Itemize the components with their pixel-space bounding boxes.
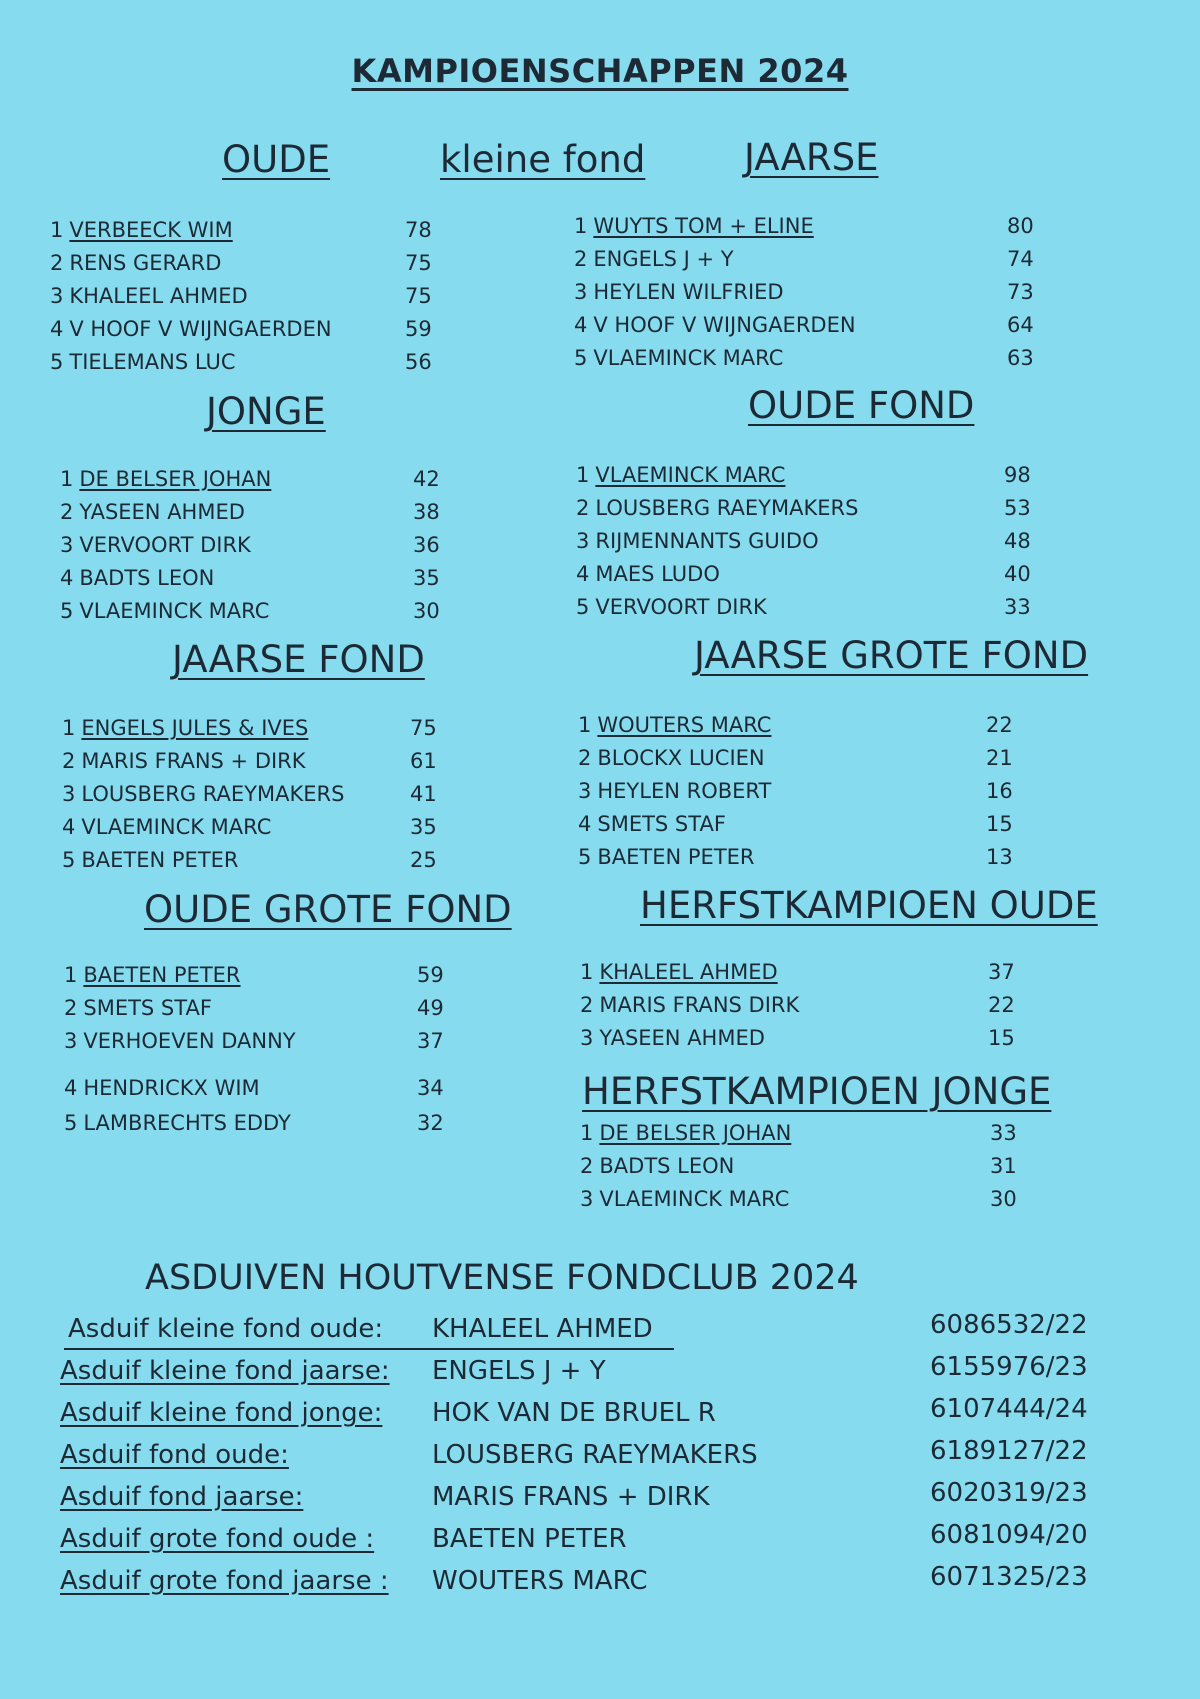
asduif-ring-number: 6081094/20 — [930, 1520, 1088, 1550]
ranking-row — [576, 562, 1031, 595]
header-jaarse: JAARSE — [744, 136, 879, 179]
ranking-position: 2 — [576, 496, 590, 520]
asduif-label: Asduif kleine fond oude: — [68, 1314, 384, 1344]
ranking-points: 53 — [1004, 496, 1031, 520]
ranking-row — [62, 716, 437, 749]
ranking-row — [60, 566, 440, 599]
ranking-points: 37 — [988, 960, 1015, 984]
ranking-position: 4 — [62, 815, 76, 839]
ranking-points: 25 — [410, 848, 437, 872]
ranking-row — [580, 1026, 1015, 1059]
header-oude: OUDE — [222, 138, 331, 181]
asduif-owner: MARIS FRANS + DIRK — [432, 1482, 710, 1512]
ranking-position: 3 — [60, 533, 74, 557]
ranking-position: 1 — [64, 963, 78, 987]
asduif-ring-number: 6071325/23 — [930, 1562, 1088, 1592]
ranking-points: 22 — [986, 713, 1013, 737]
ranking-position: 2 — [64, 996, 78, 1020]
ranking-points: 59 — [417, 963, 444, 987]
asduif-row — [60, 1436, 1120, 1482]
ranking-position: 2 — [578, 746, 592, 770]
ranking-name: YASEEN AHMED — [599, 1026, 765, 1050]
ranking-points: 78 — [405, 218, 432, 242]
ranking-points: 73 — [1007, 280, 1034, 304]
ranking-row — [62, 749, 437, 782]
ranking-points: 48 — [1004, 529, 1031, 553]
ranking-points: 41 — [410, 782, 437, 806]
ranking-name: DE BELSER JOHAN — [79, 467, 272, 491]
asduif-owner: ENGELS J + Y — [432, 1356, 606, 1386]
ranking-position: 3 — [50, 284, 64, 308]
ranking-name: VLAEMINCK MARC — [593, 346, 784, 370]
ranking-row — [62, 815, 437, 848]
ranking-points: 21 — [986, 746, 1013, 770]
ranking-position: 2 — [580, 993, 594, 1017]
ranking-points: 22 — [988, 993, 1015, 1017]
ranking-position: 5 — [574, 346, 588, 370]
ranking-row — [580, 1154, 1017, 1187]
ranking-position: 3 — [62, 782, 76, 806]
ranking-points: 63 — [1007, 346, 1034, 370]
ranking-name: VERBEECK WIM — [69, 218, 233, 242]
ranking-points: 33 — [1004, 595, 1031, 619]
ranking-row — [574, 280, 1034, 313]
ranking-name: V HOOF V WIJNGAERDEN — [593, 313, 856, 337]
ranking-name: ENGELS J + Y — [593, 247, 734, 271]
ranking-points: 74 — [1007, 247, 1034, 271]
ranking-position: 1 — [62, 716, 76, 740]
ranking-oude-grote-fond — [64, 963, 444, 1144]
header-jonge: JONGE — [206, 390, 326, 433]
ranking-jaarse-grote-fond — [578, 713, 1013, 878]
ranking-points: 56 — [405, 350, 432, 374]
ranking-points: 35 — [410, 815, 437, 839]
ranking-row — [64, 1029, 444, 1062]
ranking-points: 37 — [417, 1029, 444, 1053]
ranking-kleine-fond-oude — [50, 218, 432, 383]
ranking-row — [62, 782, 437, 815]
ranking-position: 1 — [580, 960, 594, 984]
ranking-points: 36 — [413, 533, 440, 557]
ranking-points: 15 — [986, 812, 1013, 836]
ranking-name: BADTS LEON — [599, 1154, 735, 1178]
ranking-position: 3 — [574, 280, 588, 304]
ranking-jaarse-fond — [62, 716, 437, 881]
asduif-row — [60, 1478, 1120, 1524]
ranking-row — [576, 496, 1031, 529]
ranking-row — [574, 346, 1034, 379]
ranking-points: 75 — [405, 251, 432, 275]
ranking-name: TIELEMANS LUC — [69, 350, 236, 374]
ranking-row — [64, 963, 444, 996]
ranking-points: 32 — [417, 1111, 444, 1135]
ranking-name: MARIS FRANS DIRK — [599, 993, 800, 1017]
ranking-row — [578, 713, 1013, 746]
ranking-row — [574, 313, 1034, 346]
ranking-name: SMETS STAF — [83, 996, 212, 1020]
ranking-row — [578, 779, 1013, 812]
ranking-name: KHALEEL AHMED — [599, 960, 778, 984]
ranking-row — [60, 599, 440, 632]
page-title: KAMPIOENSCHAPPEN 2024 — [351, 52, 849, 90]
asduif-label: Asduif fond oude: — [60, 1440, 289, 1470]
ranking-row — [580, 1187, 1017, 1220]
ranking-position: 4 — [574, 313, 588, 337]
ranking-points: 30 — [990, 1187, 1017, 1211]
ranking-name: SMETS STAF — [597, 812, 726, 836]
header-jaarse-grote-fond: JAARSE GROTE FOND — [694, 634, 1089, 677]
ranking-row — [574, 247, 1034, 280]
ranking-row — [64, 1076, 444, 1109]
underline-divider — [64, 1348, 674, 1350]
ranking-points: 38 — [413, 500, 440, 524]
ranking-name: BAETEN PETER — [81, 848, 239, 872]
header-herfstkampioen-jonge: HERFSTKAMPIOEN JONGE — [582, 1070, 1052, 1113]
ranking-row — [60, 467, 440, 500]
ranking-name: RIJMENNANTS GUIDO — [595, 529, 819, 553]
ranking-points: 33 — [990, 1121, 1017, 1145]
ranking-points: 98 — [1004, 463, 1031, 487]
ranking-points: 75 — [405, 284, 432, 308]
asduif-owner: BAETEN PETER — [432, 1524, 627, 1554]
ranking-points: 16 — [986, 779, 1013, 803]
ranking-name: HEYLEN WILFRIED — [593, 280, 784, 304]
header-kleine-fond: kleine fond — [440, 138, 646, 181]
ranking-name: DE BELSER JOHAN — [599, 1121, 792, 1145]
ranking-points: 31 — [990, 1154, 1017, 1178]
ranking-name: MAES LUDO — [595, 562, 720, 586]
ranking-row — [50, 350, 432, 383]
ranking-points: 80 — [1007, 214, 1034, 238]
asduif-row — [60, 1562, 1120, 1608]
ranking-position: 1 — [50, 218, 64, 242]
asduif-ring-number: 6020319/23 — [930, 1478, 1088, 1508]
ranking-row — [60, 500, 440, 533]
ranking-row — [578, 746, 1013, 779]
ranking-herfstkampioen-jonge — [580, 1121, 1017, 1220]
ranking-name: VERVOORT DIRK — [79, 533, 251, 557]
ranking-jonge — [60, 467, 440, 632]
ranking-row — [578, 845, 1013, 878]
ranking-position: 4 — [64, 1076, 78, 1100]
ranking-name: VLAEMINCK MARC — [595, 463, 786, 487]
ranking-position: 5 — [50, 350, 64, 374]
ranking-name: HENDRICKX WIM — [83, 1076, 260, 1100]
ranking-position: 3 — [64, 1029, 78, 1053]
ranking-position: 3 — [578, 779, 592, 803]
ranking-name: VLAEMINCK MARC — [79, 599, 270, 623]
asduif-ring-number: 6155976/23 — [930, 1352, 1088, 1382]
ranking-name: ENGELS JULES & IVES — [81, 716, 309, 740]
ranking-points: 15 — [988, 1026, 1015, 1050]
ranking-name: VERVOORT DIRK — [595, 595, 767, 619]
ranking-position: 3 — [576, 529, 590, 553]
ranking-position: 5 — [62, 848, 76, 872]
ranking-position: 2 — [60, 500, 74, 524]
asduif-label: Asduif fond jaarse: — [60, 1482, 304, 1512]
ranking-position: 1 — [578, 713, 592, 737]
ranking-name: BLOCKX LUCIEN — [597, 746, 765, 770]
ranking-points: 35 — [413, 566, 440, 590]
ranking-row — [50, 284, 432, 317]
ranking-points: 42 — [413, 467, 440, 491]
ranking-position: 2 — [50, 251, 64, 275]
ranking-herfstkampioen-oude — [580, 960, 1015, 1059]
ranking-row — [574, 214, 1034, 247]
ranking-position: 5 — [578, 845, 592, 869]
asduif-owner: HOK VAN DE BRUEL R — [432, 1398, 716, 1428]
ranking-name: VLAEMINCK MARC — [81, 815, 272, 839]
ranking-row — [50, 317, 432, 350]
ranking-name: VLAEMINCK MARC — [599, 1187, 790, 1211]
ranking-points: 64 — [1007, 313, 1034, 337]
ranking-position: 1 — [576, 463, 590, 487]
ranking-position: 1 — [580, 1121, 594, 1145]
ranking-row — [50, 218, 432, 251]
asduif-row — [60, 1394, 1120, 1440]
ranking-position: 5 — [64, 1111, 78, 1135]
header-oude-grote-fond: OUDE GROTE FOND — [144, 888, 512, 931]
ranking-points: 75 — [410, 716, 437, 740]
asduif-label: Asduif kleine fond jaarse: — [60, 1356, 390, 1386]
ranking-name: BAETEN PETER — [597, 845, 755, 869]
asduiven-table — [60, 1310, 1120, 1608]
asduif-row — [60, 1352, 1120, 1398]
ranking-name: BAETEN PETER — [83, 963, 241, 987]
asduif-ring-number: 6086532/22 — [930, 1310, 1088, 1340]
ranking-name: WOUTERS MARC — [597, 713, 772, 737]
asduif-ring-number: 6189127/22 — [930, 1436, 1088, 1466]
ranking-position: 2 — [574, 247, 588, 271]
asduif-owner: KHALEEL AHMED — [432, 1314, 653, 1344]
asduiven-title: ASDUIVEN HOUTVENSE FONDCLUB 2024 — [145, 1258, 859, 1298]
ranking-name: LOUSBERG RAEYMAKERS — [81, 782, 345, 806]
ranking-position: 1 — [60, 467, 74, 491]
ranking-points: 59 — [405, 317, 432, 341]
ranking-row — [576, 463, 1031, 496]
asduif-row — [60, 1310, 1120, 1356]
ranking-row — [60, 533, 440, 566]
ranking-position: 2 — [580, 1154, 594, 1178]
asduif-owner: LOUSBERG RAEYMAKERS — [432, 1440, 758, 1470]
ranking-points: 13 — [986, 845, 1013, 869]
ranking-row — [62, 848, 437, 881]
ranking-name: VERHOEVEN DANNY — [83, 1029, 296, 1053]
asduif-row — [60, 1520, 1120, 1566]
asduif-label: Asduif grote fond oude : — [60, 1524, 375, 1554]
ranking-position: 4 — [578, 812, 592, 836]
ranking-position: 5 — [60, 599, 74, 623]
ranking-points: 34 — [417, 1076, 444, 1100]
ranking-row — [580, 1121, 1017, 1154]
ranking-position: 4 — [60, 566, 74, 590]
ranking-position: 4 — [576, 562, 590, 586]
ranking-name: LAMBRECHTS EDDY — [83, 1111, 291, 1135]
header-oude-fond: OUDE FOND — [748, 384, 975, 427]
ranking-kleine-fond-jaarse — [574, 214, 1034, 379]
ranking-name: V HOOF V WIJNGAERDEN — [69, 317, 332, 341]
ranking-row — [64, 1111, 444, 1144]
ranking-name: KHALEEL AHMED — [69, 284, 248, 308]
ranking-position: 4 — [50, 317, 64, 341]
ranking-row — [580, 993, 1015, 1026]
ranking-name: MARIS FRANS + DIRK — [81, 749, 306, 773]
ranking-position: 3 — [580, 1187, 594, 1211]
header-herfstkampioen-oude: HERFSTKAMPIOEN OUDE — [640, 884, 1098, 927]
ranking-row — [580, 960, 1015, 993]
ranking-points: 30 — [413, 599, 440, 623]
ranking-oude-fond — [576, 463, 1031, 628]
asduif-label: Asduif grote fond jaarse : — [60, 1566, 389, 1596]
ranking-row — [50, 251, 432, 284]
ranking-row — [576, 529, 1031, 562]
ranking-points: 61 — [410, 749, 437, 773]
ranking-position: 5 — [576, 595, 590, 619]
ranking-points: 49 — [417, 996, 444, 1020]
ranking-name: LOUSBERG RAEYMAKERS — [595, 496, 859, 520]
asduif-owner: WOUTERS MARC — [432, 1566, 648, 1596]
ranking-position: 1 — [574, 214, 588, 238]
ranking-row — [64, 996, 444, 1029]
ranking-name: RENS GERARD — [69, 251, 222, 275]
asduif-ring-number: 6107444/24 — [930, 1394, 1088, 1424]
ranking-points: 40 — [1004, 562, 1031, 586]
ranking-row — [578, 812, 1013, 845]
ranking-name: BADTS LEON — [79, 566, 215, 590]
ranking-name: YASEEN AHMED — [79, 500, 245, 524]
ranking-row — [576, 595, 1031, 628]
ranking-name: HEYLEN ROBERT — [597, 779, 772, 803]
ranking-position: 3 — [580, 1026, 594, 1050]
ranking-name: WUYTS TOM + ELINE — [593, 214, 814, 238]
ranking-position: 2 — [62, 749, 76, 773]
header-jaarse-fond: JAARSE FOND — [172, 638, 425, 681]
asduif-label: Asduif kleine fond jonge: — [60, 1398, 383, 1428]
